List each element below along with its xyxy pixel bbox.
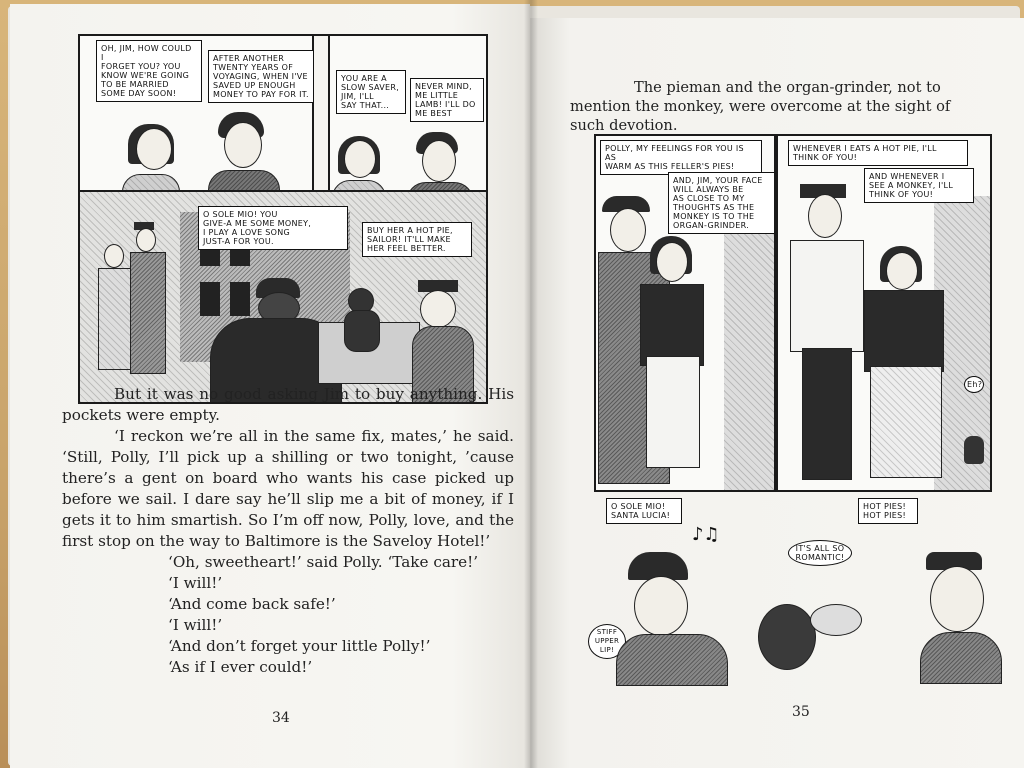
dialogue-line: ‘And don’t forget your little Polly!’ <box>168 637 431 655</box>
comic-panel-street-scene <box>78 190 488 404</box>
speech-bubble: BUY HER A HOT PIE, SAILOR! IT'LL MAKE HER FEEL BETTER. <box>362 222 472 257</box>
dialogue-line: ‘I will!’ <box>168 616 223 634</box>
left-page <box>10 4 530 768</box>
speech-bubble: O SOLE MIO! YOU GIVE-A ME SOME MONEY, I PLAY A LOVE SONG JUST-A FOR YOU. <box>198 206 348 250</box>
dialogue-line: ‘As if I ever could!’ <box>168 658 313 676</box>
speech-bubble: HOT PIES! HOT PIES! <box>858 498 918 524</box>
speech-bubble: NEVER MIND, ME LITTLE LAMB! I'LL DO ME BEST <box>410 78 484 122</box>
comic-panel-pie <box>776 134 992 492</box>
speech-bubble: AFTER ANOTHER TWENTY YEARS OF VOYAGING, WHEN I'VE SAVED UP ENOUGH MONEY TO PAY FOR IT. <box>208 50 314 103</box>
page-number: 35 <box>792 704 810 720</box>
dialogue-line: ‘And come back safe!’ <box>168 595 336 613</box>
paragraph: ‘I reckon we’re all in the same fix, mates,’ he said. ‘Still, Polly, I’ll pick up a shilling or two tonight, ’cause there’s a gent on board who wants his case picked up before we sail. I dare say he’ll slip me a bit of money, if I gets it to him smartish. So I’m off now, Polly, love, and the first stop on the way to Baltimore is the Saveloy Hotel!’ <box>62 427 514 550</box>
intro-text <box>570 78 960 135</box>
pie-icon <box>810 604 862 636</box>
paragraph: But it was no good asking Jim to buy anything. His pockets were empty. <box>62 385 514 424</box>
comic-panel-couple <box>594 134 776 492</box>
paragraph: The pieman and the organ-grinder, not to mention the monkey, were overcome at the sight of such devotion. <box>570 79 951 134</box>
comic-panel-bottom <box>588 494 1008 694</box>
speech-bubble: Eh? <box>964 376 984 393</box>
speech-bubble: O SOLE MIO! SANTA LUCIA! <box>606 498 682 524</box>
speech-bubble: STIFF UPPER LIP! <box>588 624 626 659</box>
music-notes-icon: ♪♫ <box>692 524 720 545</box>
dialogue-line: ‘I will!’ <box>168 574 223 592</box>
speech-bubble: OH, JIM, HOW COULD I FORGET YOU? YOU KNOW WE'RE GOING TO BE MARRIED SOME DAY SOON! <box>96 40 202 102</box>
speech-bubble: WHENEVER I EATS A HOT PIE, I'LL THINK OF YOU! <box>788 140 968 166</box>
speech-bubble: AND WHENEVER I SEE A MONKEY, I'LL THINK OF YOU! <box>864 168 974 203</box>
speech-bubble: POLLY, MY FEELINGS FOR YOU IS AS WARM AS THIS FELLER'S PIES! <box>600 140 762 175</box>
cat-icon <box>964 436 984 464</box>
speech-bubble: AND, JIM, YOUR FACE WILL ALWAYS BE AS CLOSE TO MY THOUGHTS AS THE MONKEY IS TO THE ORGAN-GRINDER. <box>668 172 776 234</box>
speech-bubble: IT'S ALL SO ROMANTIC! <box>788 540 852 566</box>
story-text <box>62 384 514 678</box>
dialogue-line: ‘Oh, sweetheart!’ said Polly. ‘Take care!’ <box>168 553 479 571</box>
comic-panel-top-left <box>78 34 488 206</box>
speech-bubble: YOU ARE A SLOW SAVER, JIM, I'LL SAY THAT... <box>336 70 406 114</box>
book-gutter <box>524 0 538 768</box>
page-number: 34 <box>272 710 290 726</box>
right-page <box>530 18 1024 768</box>
